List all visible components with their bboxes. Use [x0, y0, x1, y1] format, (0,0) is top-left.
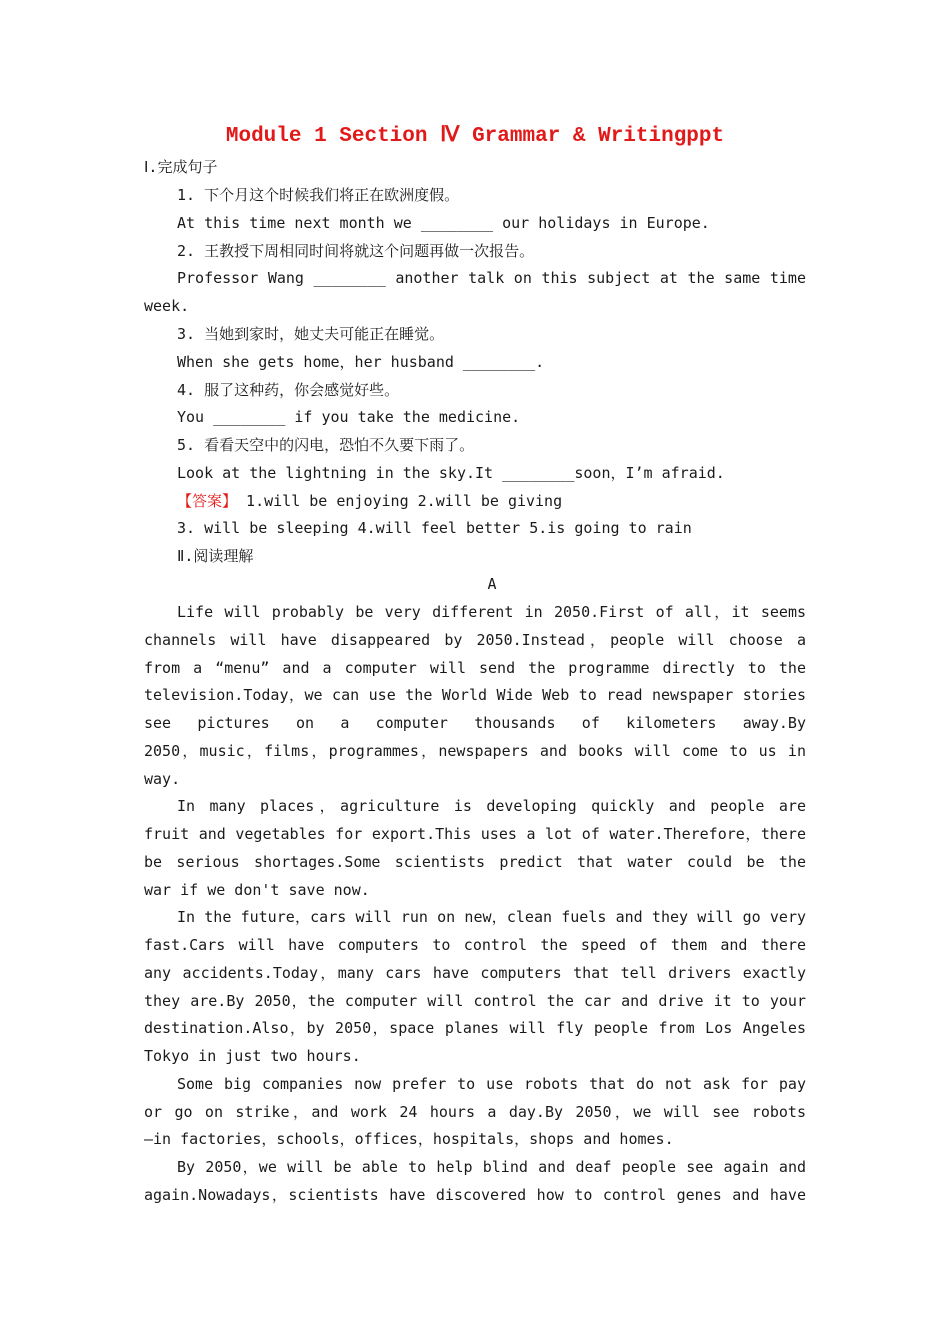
- passage-line: Some big companies now prefer to use robots that do not ask for pay: [177, 1075, 806, 1093]
- passage-line: see pictures on a computer thousands of kilometers away.By: [144, 714, 806, 732]
- section-heading-1: Ⅰ.完成句子: [144, 158, 218, 176]
- question-5-english: Look at the lightning in the sky.It ________soon，I’m afraid.: [177, 464, 725, 482]
- passage-line: 2050，music，films，programmes，newspapers and books will come to us in: [144, 742, 806, 760]
- passage-line: be serious shortages.Some scientists predict that water could be the: [144, 853, 806, 871]
- question-2-english-cont: week.: [144, 297, 190, 315]
- passage-line: Tokyo in just two hours.: [144, 1047, 361, 1065]
- section-heading-2: Ⅱ.阅读理解: [177, 547, 254, 565]
- passage-line: they are.By 2050，the computer will control the car and drive it to your: [144, 992, 806, 1010]
- passage-line: fast.Cars will have computers to control the speed of them and there: [144, 936, 806, 954]
- question-2-english: Professor Wang ________ another talk on this subject at the same time: [177, 269, 806, 287]
- passage-label: A: [487, 575, 497, 593]
- answer-line-1: [177, 491, 806, 511]
- passage-line: destination.Also，by 2050，space planes will fly people from Los Angeles: [144, 1019, 806, 1037]
- question-5-chinese: 5. 看看天空中的闪电，恐怕不久要下雨了。: [177, 436, 475, 454]
- passage-line: television.Today，we can use the World Wide Web to read newspaper stories: [144, 686, 806, 704]
- question-2-chinese: 2. 王教授下周相同时间将就这个问题再做一次报告。: [177, 242, 535, 260]
- passage-line: war if we don't save now.: [144, 881, 370, 899]
- passage-line: In many places，agriculture is developing quickly and people are: [177, 797, 806, 815]
- passage-line: Life will probably be very different in 2050.First of all，it seems: [177, 603, 806, 621]
- question-1-english: At this time next month we ________ our holidays in Europe.: [177, 214, 710, 232]
- question-4-english: You ________ if you take the medicine.: [177, 408, 521, 426]
- answer-label: 【答案】: [177, 492, 238, 510]
- passage-line: In the future，cars will run on new，clean fuels and they will go very: [177, 908, 806, 926]
- page-title: Module 1 Section Ⅳ Grammar & Writingppt: [225, 125, 725, 148]
- passage-line: channels will have disappeared by 2050.Instead，people will choose a: [144, 631, 806, 649]
- passage-line: any accidents.Today，many cars have computers that tell drivers exactly: [144, 964, 806, 982]
- question-1-chinese: 1. 下个月这个时候我们将正在欧洲度假。: [177, 186, 460, 204]
- passage-line: By 2050，we will be able to help blind and deaf people see again and: [177, 1158, 806, 1176]
- passage-line: way.: [144, 770, 181, 788]
- passage-line: —in factories，schools，offices，hospitals，shops and homes.: [144, 1130, 674, 1148]
- question-4-chinese: 4. 服了这种药，你会感觉好些。: [177, 381, 400, 399]
- answer-line-2: 3. will be sleeping 4.will feel better 5.is going to rain: [177, 519, 692, 537]
- passage-line: again.Nowadays，scientists have discovered how to control genes and have: [144, 1186, 806, 1204]
- passage-line: or go on strike，and work 24 hours a day.By 2050，we will see robots: [144, 1103, 806, 1121]
- passage-line: fruit and vegetables for export.This uses a lot of water.Therefore，there: [144, 825, 806, 843]
- question-3-english: When she gets home，her husband ________.: [177, 353, 545, 371]
- question-3-chinese: 3. 当她到家时，她丈夫可能正在睡觉。: [177, 325, 445, 343]
- answer-text-1: 1.will be enjoying 2.will be giving: [237, 492, 563, 510]
- passage-line: from a “menu” and a computer will send the programme directly to the: [144, 659, 806, 677]
